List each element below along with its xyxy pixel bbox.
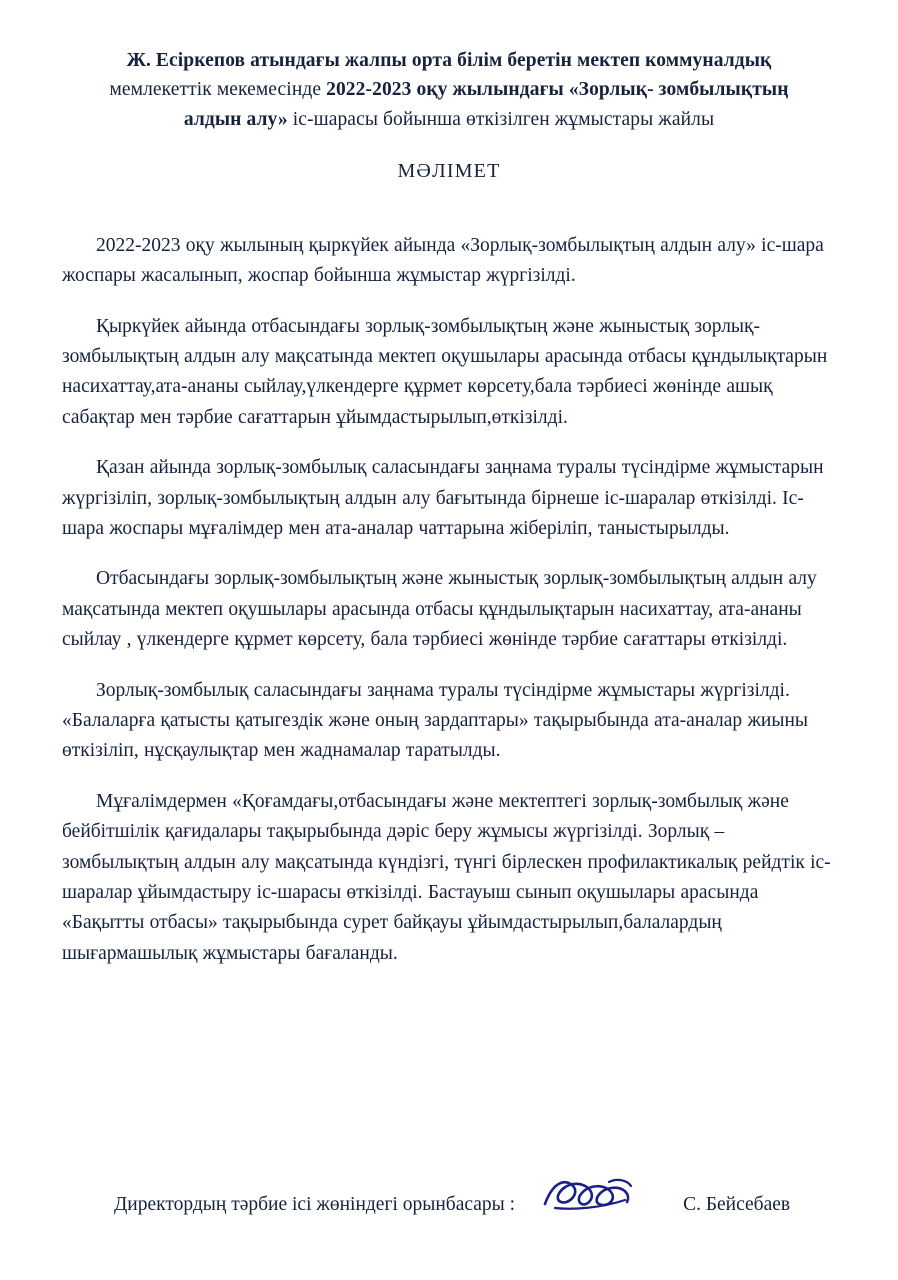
heading-line-1: Ж. Есіркепов атындағы жалпы орта білім беретін мектеп коммуналдық [126, 50, 772, 71]
paragraph: Отбасындағы зорлық-зомбылықтың және жыныстық зорлық-зомбылықтың алдын алу мақсатында мектеп оқушылары арасында отбасы құндылықтарын насихаттау, ата-ананы сыйлау , үлкендерге құрмет көрсету, бала тәрбиесі жөнінде тәрбие сағаттары өткізілді. [62, 568, 817, 651]
paragraph: Мұғалімдермен «Қоғамдағы,отбасындағы және мектептегі зорлық-зомбылық және бейбітшілік қағидалары тақырыбында дәріс беру жұмысы жүргізілді. Зорлық – зомбылықтың алдын алу мақсатында күндізгі, түнгі бірлескен профилактикалық рейдтік іс-шаралар ұйымдастыру іс-шарасы өткізілді. Бастауыш сынып оқушылары арасында «Бақытты отбасы» тақырыбында сурет байқауы ұйымдастырылып,балалардың шығармашылық жұмыстары бағаланды. [62, 790, 831, 964]
document-heading [76, 46, 822, 134]
paragraph: Қыркүйек айында отбасындағы зорлық-зомбылықтың және жыныстық зорлық-зомбылықтың алдын алу мақсатында мектеп оқушылары арасында отбасы құндылықтарын насихаттау,ата-ананы сыйлау,үлкендерге құрмет көрсету,бала тәрбиесі жөнінде ашық сабақтар мен тәрбие сағаттарын ұйымдастырылып,өткізілді. [62, 315, 828, 428]
heading-line-2-bold: 2022-2023 оқу жылындағы «Зорлық- зомбылықтың [326, 79, 789, 101]
heading-line-2 [76, 75, 822, 104]
heading-line-3-regular: іс-шарасы бойынша өткізілген жұмыстары жайлы [287, 108, 715, 130]
document-body [62, 231, 836, 970]
paragraph: Қазан айында зорлық-зомбылық саласындағы заңнама туралы түсіндірме жұмыстарын жүргізіліп, зорлық-зомбылықтың алдын алу бағытында бірнеше іс-шаралар өткізілді. Іс-шара жоспары мұғалімдер мен ата-аналар чаттарына жіберіліп, таныстырылды. [62, 457, 824, 539]
heading-line-2-regular: мемлекеттік мекемесінде [109, 79, 327, 101]
handwritten-signature-icon [539, 1174, 657, 1216]
document-type-title: МӘЛІМЕТ [397, 159, 501, 182]
heading-line-3-bold: алдын алу» [183, 108, 288, 130]
signatory-name: С. Бейсебаев [683, 1194, 791, 1215]
heading-line-3 [76, 105, 822, 134]
paragraph: 2022-2023 оқу жылының қыркүйек айында «Зорлық-зомбылықтың алдын алу» іс-шара жоспары жасалынып, жоспар бойынша жұмыстар жүргізілді. [62, 234, 824, 287]
paragraph: Зорлық-зомбылық саласындағы заңнама туралы түсіндірме жұмыстары жүргізілді. «Балаларға қатысты қатыгездік және оның зардаптары» тақырыбында ата-аналар жиыны өткізіліп, нұсқаулықтар мен жаднамалар таратылды. [62, 679, 808, 762]
signature-label: Директордың тәрбие ісі жөніндегі орынбасары : [114, 1194, 516, 1215]
signature-block [62, 1174, 836, 1216]
